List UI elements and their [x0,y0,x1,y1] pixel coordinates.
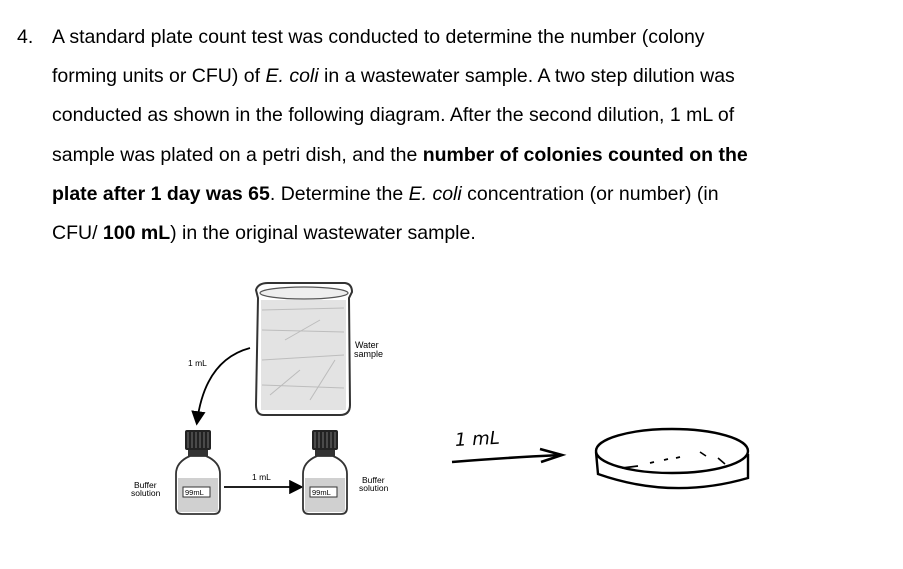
problem-line: forming units or CFU) of E. coli in a wastewater sample. A two step dilution was [52,65,735,87]
beaker-icon [256,283,352,415]
species-name: E. coli [265,65,319,87]
buffer-solution-label: solution [131,488,161,498]
problem-line: plate after 1 day was 65. Determine the E. coli concentration (or number) (in [52,183,719,205]
problem-line: A standard plate count test was conducted to determine the number (colony [52,26,705,48]
petri-dish-icon [596,429,748,488]
problem-line: sample was plated on a petri dish, and the number of colonies counted on the [52,144,748,166]
bottle-volume-label: 99mL [312,488,331,497]
emphasis-text: plate after 1 day was 65 [52,183,270,205]
dilution-bottle-icon [176,430,220,514]
problem-line: conducted as shown in the following diagram. After the second dilution, 1 mL of [52,104,735,126]
dilution-bottle-icon [303,430,347,514]
water-sample-label: sample [354,349,384,359]
bottle-volume-label: 99mL [185,488,204,497]
problem-line: CFU/ 100 mL) in the original wastewater sample. [52,222,476,244]
transfer-volume-label: 1 mL [252,472,271,482]
buffer-solution-label: Buffer [134,480,157,490]
transfer-volume-label: 1 mL [188,358,207,368]
water-sample-label: Water [355,340,379,350]
problem-number: 4. [17,26,34,48]
emphasis-text: number of colonies counted on the [422,144,748,166]
buffer-solution-label: Buffer [362,475,385,485]
emphasis-text: 100 mL [102,222,171,244]
species-name: E. coli [408,183,462,205]
buffer-solution-label: solution [359,483,389,493]
handwritten-note: 1 mL [454,427,501,452]
